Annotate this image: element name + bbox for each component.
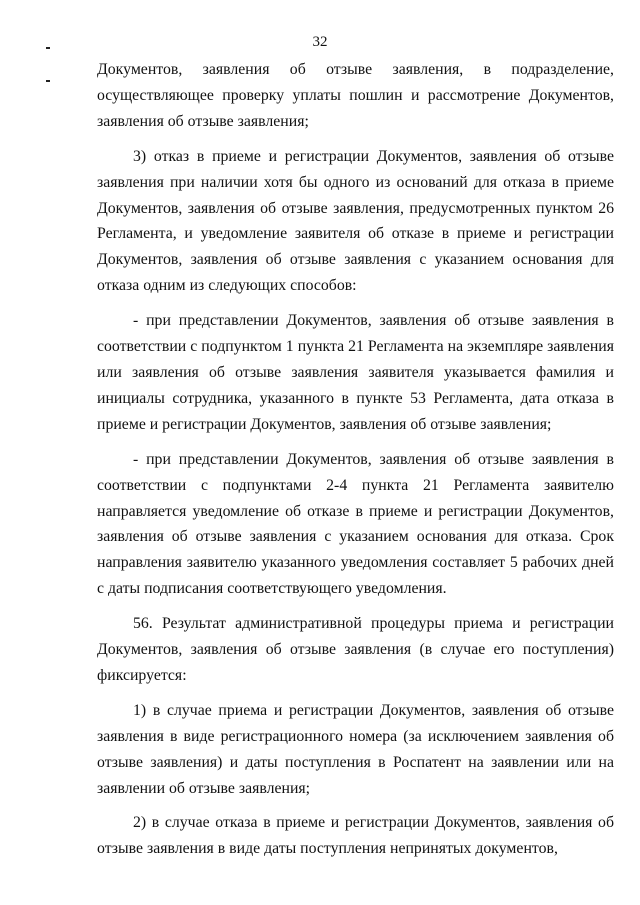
paragraph-item-3: 3) отказ в приеме и регистрации Документов, заявления об отзыве заявления при наличии хотя бы одного из оснований для отказа в приеме Документов, заявления об отзыве заявления, предусмотренных пунктом 26 Регламента, и уведомление заявителя об отказе в приеме и регистрации Документов, заявления об отзыве заявления с указанием основания для отказа одним из следующих способов: bbox=[97, 147, 614, 295]
margin-mark-lower bbox=[46, 80, 50, 82]
page-number: 32 bbox=[312, 34, 328, 50]
document-body bbox=[97, 57, 614, 862]
paragraph-56-item-2: 2) в случае отказа в приеме и регистрации Документов, заявления об отзыве заявления в виде даты поступления непринятых документов, bbox=[97, 814, 614, 858]
margin-mark-top bbox=[46, 47, 50, 49]
paragraph-continuation: Документов, заявления об отзыве заявления, в подразделение, осуществляющее проверку уплаты пошлин и рассмотрение Документов, заявления об отзыве заявления; bbox=[97, 61, 614, 130]
paragraph-bullet-2: - при представлении Документов, заявления об отзыве заявления в соответствии с подпунктами 2-4 пункта 21 Регламента заявителю направляется уведомление об отказе в приеме и регистрации Документов, заявления об отзыве заявления с указанием основания для отказа. Срок направления заявителю указанного уведомления составляет 5 рабочих дней с даты подписания соответствующего уведомления. bbox=[97, 450, 614, 598]
paragraph-56-item-1: 1) в случае приема и регистрации Документов, заявления об отзыве заявления в виде регистрационного номера (за исключением заявления об отзыве заявления) и даты поступления в Роспатент на заявлении или на заявлении об отзыве заявления; bbox=[97, 701, 614, 797]
paragraph-56: 56. Результат административной процедуры приема и регистрации Документов, заявления об отзыве заявления (в случае его поступления) фиксируется: bbox=[97, 615, 614, 684]
paragraph-bullet-1: - при представлении Документов, заявления об отзыве заявления в соответствии с подпунктом 1 пункта 21 Регламента на экземпляре заявления или заявления об отзыве заявления заявителя указывается фамилия и инициалы сотрудника, указанного в пункте 53 Регламента, дата отказа в приеме и регистрации Документов, заявления об отзыве заявления; bbox=[97, 312, 614, 433]
